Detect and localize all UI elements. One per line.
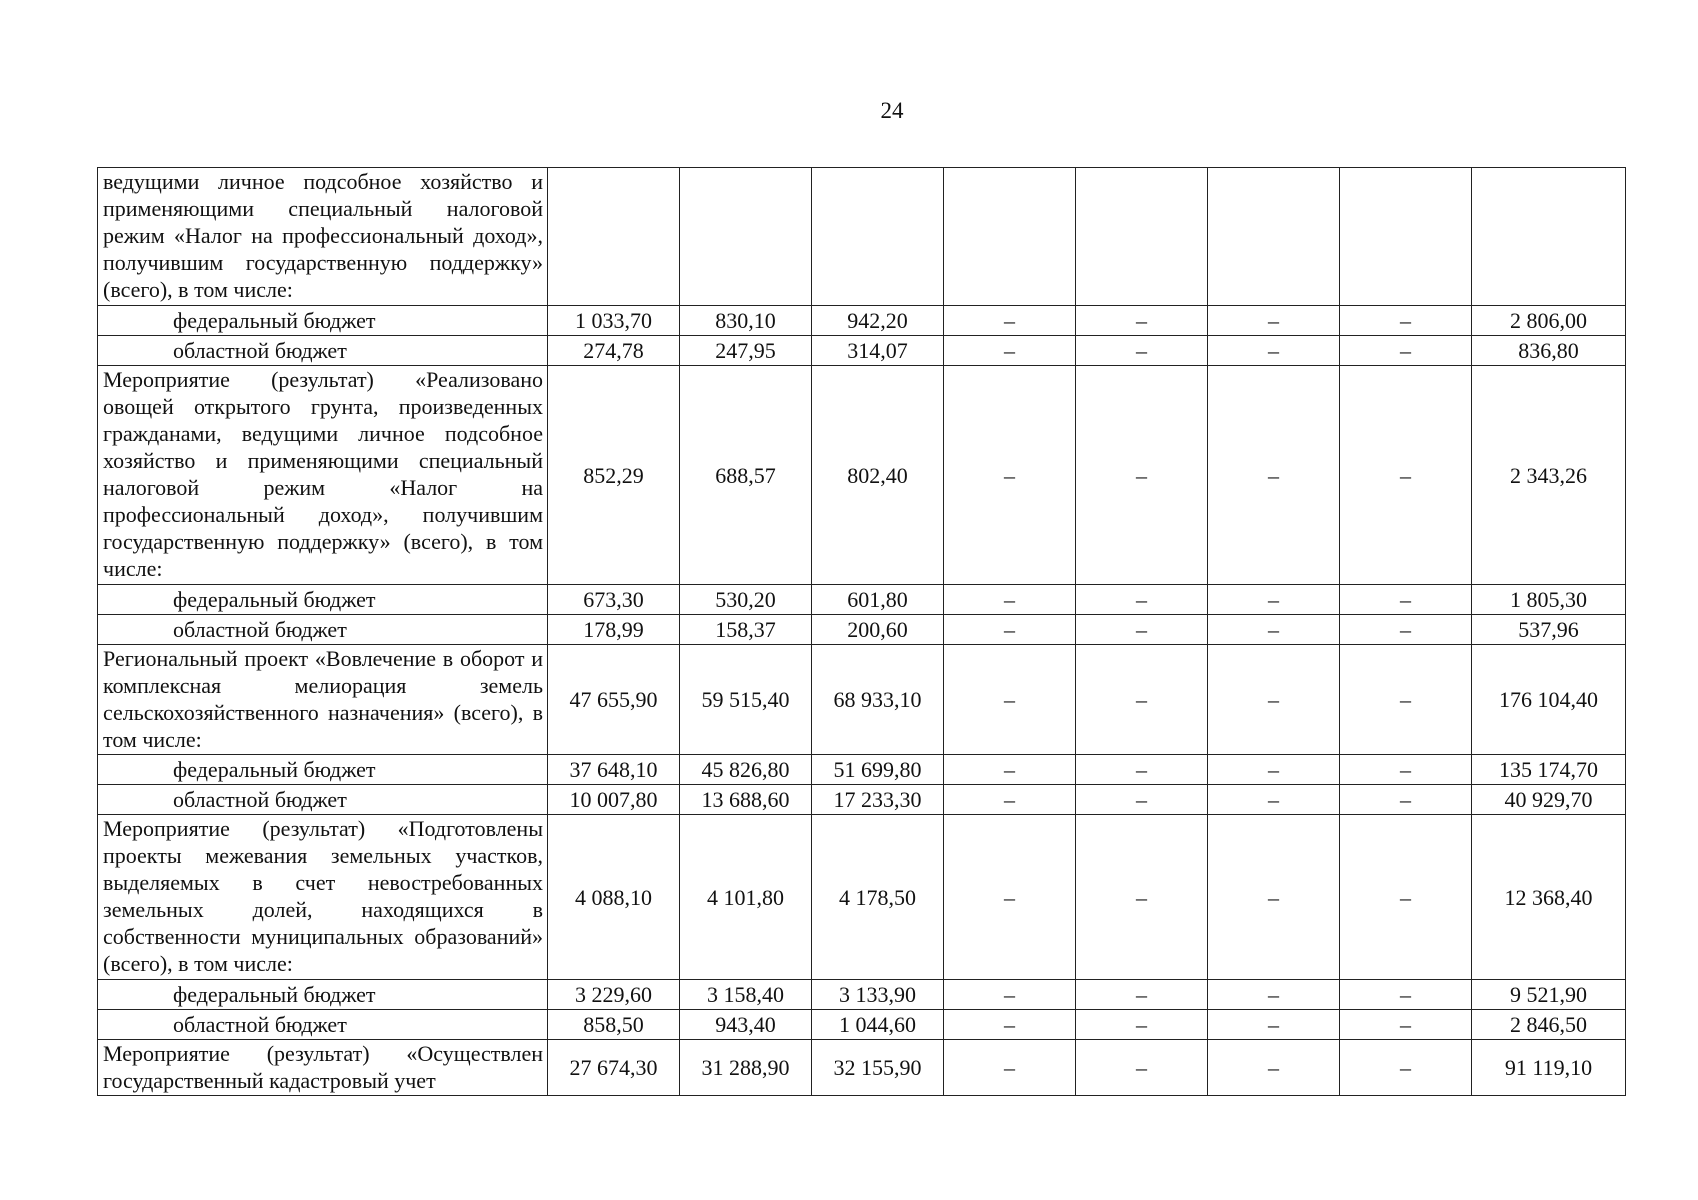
amount-cell: 4 178,50 (812, 815, 944, 980)
budget-row (98, 815, 1626, 980)
amount-cell: – (944, 615, 1076, 645)
total-cell: 2 806,00 (1472, 306, 1626, 336)
amount-cell: – (1340, 980, 1472, 1010)
amount-cell: 178,99 (548, 615, 680, 645)
amount-cell: – (1208, 755, 1340, 785)
amount-cell: 68 933,10 (812, 645, 944, 755)
budget-row (98, 645, 1626, 755)
amount-cell: – (1208, 336, 1340, 366)
amount-cell: – (1340, 1040, 1472, 1096)
total-cell: 9 521,90 (1472, 980, 1626, 1010)
amount-cell: – (944, 785, 1076, 815)
amount-cell: 314,07 (812, 336, 944, 366)
amount-cell: – (1076, 1010, 1208, 1040)
budget-source-label: федеральный бюджет (98, 306, 548, 336)
amount-cell: 247,95 (680, 336, 812, 366)
amount-cell: 1 033,70 (548, 306, 680, 336)
total-cell: 537,96 (1472, 615, 1626, 645)
budget-subrow (98, 615, 1626, 645)
amount-cell: 852,29 (548, 366, 680, 585)
amount-cell: – (1076, 306, 1208, 336)
total-cell: 176 104,40 (1472, 645, 1626, 755)
amount-cell: 10 007,80 (548, 785, 680, 815)
amount-cell: – (1340, 785, 1472, 815)
amount-cell: – (1208, 815, 1340, 980)
budget-source-label: областной бюджет (98, 1010, 548, 1040)
amount-cell: – (1076, 815, 1208, 980)
amount-cell: – (1208, 980, 1340, 1010)
amount-cell: – (1340, 1010, 1472, 1040)
amount-cell (1208, 168, 1340, 306)
amount-cell: – (1340, 585, 1472, 615)
budget-subrow (98, 785, 1626, 815)
amount-cell: – (1076, 615, 1208, 645)
budget-source-label: областной бюджет (98, 336, 548, 366)
amount-cell: – (1076, 645, 1208, 755)
amount-cell (944, 168, 1076, 306)
amount-cell: – (1340, 755, 1472, 785)
amount-cell: 31 288,90 (680, 1040, 812, 1096)
amount-cell: – (1208, 366, 1340, 585)
total-cell: 135 174,70 (1472, 755, 1626, 785)
amount-cell: – (1340, 366, 1472, 585)
amount-cell (1076, 168, 1208, 306)
amount-cell: 17 233,30 (812, 785, 944, 815)
amount-cell: – (1076, 1040, 1208, 1096)
budget-source-label: федеральный бюджет (98, 755, 548, 785)
amount-cell: – (1340, 815, 1472, 980)
amount-cell: – (1076, 336, 1208, 366)
amount-cell: – (1208, 615, 1340, 645)
amount-cell: – (944, 306, 1076, 336)
budget-table (97, 167, 1626, 1096)
amount-cell: 158,37 (680, 615, 812, 645)
amount-cell: 13 688,60 (680, 785, 812, 815)
total-cell: 1 805,30 (1472, 585, 1626, 615)
amount-cell: – (1208, 585, 1340, 615)
budget-subrow (98, 755, 1626, 785)
total-cell: 2 846,50 (1472, 1010, 1626, 1040)
amount-cell: – (944, 1010, 1076, 1040)
amount-cell: 274,78 (548, 336, 680, 366)
budget-row (98, 1040, 1626, 1096)
budget-source-label: федеральный бюджет (98, 980, 548, 1010)
amount-cell: 3 229,60 (548, 980, 680, 1010)
amount-cell: – (1340, 645, 1472, 755)
amount-cell: 47 655,90 (548, 645, 680, 755)
amount-cell: 200,60 (812, 615, 944, 645)
amount-cell: – (1208, 1010, 1340, 1040)
measure-description: ведущими личное подсобное хозяйство и применяющими специальный налоговой режим «Налог на профессиональный доход», получившим государственную поддержку» (всего), в том числе: (98, 168, 548, 306)
budget-source-label: областной бюджет (98, 785, 548, 815)
amount-cell: – (944, 366, 1076, 585)
total-cell: 91 119,10 (1472, 1040, 1626, 1096)
amount-cell: 51 699,80 (812, 755, 944, 785)
total-cell (1472, 168, 1626, 306)
amount-cell: – (944, 755, 1076, 785)
budget-subrow (98, 336, 1626, 366)
amount-cell: 943,40 (680, 1010, 812, 1040)
amount-cell: – (1340, 306, 1472, 336)
amount-cell: 858,50 (548, 1010, 680, 1040)
amount-cell: 1 044,60 (812, 1010, 944, 1040)
amount-cell: – (944, 815, 1076, 980)
amount-cell: – (1076, 366, 1208, 585)
amount-cell: 673,30 (548, 585, 680, 615)
amount-cell: – (1076, 980, 1208, 1010)
amount-cell: – (1208, 785, 1340, 815)
total-cell: 836,80 (1472, 336, 1626, 366)
budget-row (98, 366, 1626, 585)
budget-source-label: областной бюджет (98, 615, 548, 645)
amount-cell: 59 515,40 (680, 645, 812, 755)
amount-cell: – (1208, 1040, 1340, 1096)
amount-cell: 37 648,10 (548, 755, 680, 785)
amount-cell: 32 155,90 (812, 1040, 944, 1096)
amount-cell: – (1076, 585, 1208, 615)
amount-cell: 601,80 (812, 585, 944, 615)
amount-cell: 4 088,10 (548, 815, 680, 980)
amount-cell: – (1208, 306, 1340, 336)
amount-cell: 3 133,90 (812, 980, 944, 1010)
table-body (98, 168, 1626, 1096)
amount-cell: – (1076, 755, 1208, 785)
measure-description: Региональный проект «Вовлечение в оборот и комплексная мелиорация земель сельскохозяйственного назначения» (всего), в том числе: (98, 645, 548, 755)
amount-cell: 830,10 (680, 306, 812, 336)
amount-cell: 27 674,30 (548, 1040, 680, 1096)
amount-cell: – (1076, 785, 1208, 815)
amount-cell: 942,20 (812, 306, 944, 336)
amount-cell: 3 158,40 (680, 980, 812, 1010)
total-cell: 12 368,40 (1472, 815, 1626, 980)
amount-cell: 688,57 (680, 366, 812, 585)
total-cell: 40 929,70 (1472, 785, 1626, 815)
budget-subrow (98, 1010, 1626, 1040)
amount-cell: – (944, 645, 1076, 755)
budget-subrow (98, 585, 1626, 615)
amount-cell: 802,40 (812, 366, 944, 585)
budget-subrow (98, 306, 1626, 336)
amount-cell: – (1208, 645, 1340, 755)
amount-cell: – (1340, 336, 1472, 366)
amount-cell: – (944, 336, 1076, 366)
amount-cell: – (944, 980, 1076, 1010)
page-number: 24 (880, 98, 904, 123)
amount-cell: 45 826,80 (680, 755, 812, 785)
amount-cell: – (1340, 615, 1472, 645)
amount-cell: – (944, 1040, 1076, 1096)
amount-cell (680, 168, 812, 306)
amount-cell: 530,20 (680, 585, 812, 615)
total-cell: 2 343,26 (1472, 366, 1626, 585)
budget-source-label: федеральный бюджет (98, 585, 548, 615)
amount-cell: 4 101,80 (680, 815, 812, 980)
amount-cell (812, 168, 944, 306)
measure-description: Мероприятие (результат) «Реализовано овощей открытого грунта, произведенных гражданами, ведущими личное подсобное хозяйство и применяющими специальный налоговой режим «Налог на профессиональный доход», получившим государственную поддержку» (всего), в том числе: (98, 366, 548, 585)
amount-cell: – (944, 585, 1076, 615)
measure-description: Мероприятие (результат) «Осуществлен государственный кадастровый учет (98, 1040, 548, 1096)
amount-cell (1340, 168, 1472, 306)
budget-subrow (98, 980, 1626, 1010)
amount-cell (548, 168, 680, 306)
measure-description: Мероприятие (результат) «Подготовлены проекты межевания земельных участков, выделяемых в счет невостребованных земельных долей, находящихся в собственности муниципальных образований» (всего), в том числе: (98, 815, 548, 980)
budget-row (98, 168, 1626, 306)
